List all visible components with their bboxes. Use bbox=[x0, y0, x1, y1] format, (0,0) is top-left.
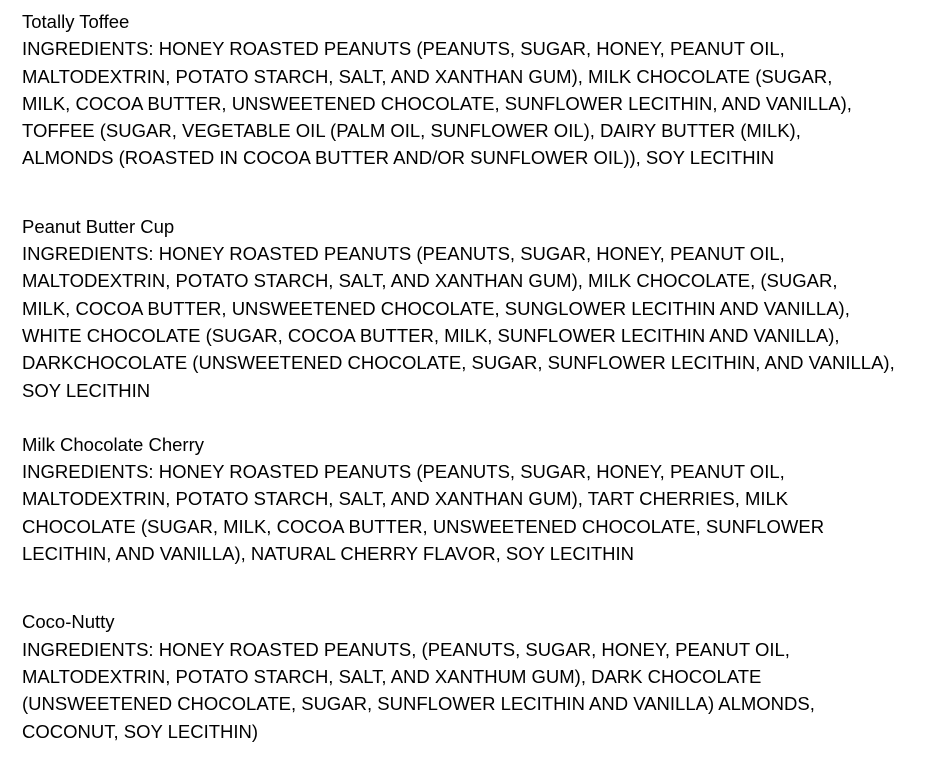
product-milk-chocolate-cherry bbox=[22, 431, 917, 567]
product-name: Coco-Nutty bbox=[22, 611, 115, 633]
product-totally-toffee bbox=[22, 8, 917, 172]
ingredient-line: INGREDIENTS: HONEY ROASTED PEANUTS (PEANUTS, SUGAR, HONEY, PEANUT OIL, bbox=[22, 243, 785, 265]
product-name: Peanut Butter Cup bbox=[22, 215, 175, 237]
product-coco-nutty bbox=[22, 608, 917, 744]
ingredient-line: LECITHIN, AND VANILLA), NATURAL CHERRY FLAVOR, SOY LECITHIN bbox=[22, 543, 635, 565]
ingredient-line: WHITE CHOCOLATE (SUGAR, COCOA BUTTER, MILK, SUNFLOWER LECITHIN AND VANILLA), bbox=[22, 324, 840, 346]
product-peanut-butter-cup bbox=[22, 213, 917, 404]
ingredient-line: INGREDIENTS: HONEY ROASTED PEANUTS (PEANUTS, SUGAR, HONEY, PEANUT OIL, bbox=[22, 38, 785, 60]
ingredient-line: INGREDIENTS: HONEY ROASTED PEANUTS (PEANUTS, SUGAR, HONEY, PEANUT OIL, bbox=[22, 461, 785, 483]
ingredient-line: MILK, COCOA BUTTER, UNSWEETENED CHOCOLATE, SUNGLOWER LECITHIN AND VANILLA), bbox=[22, 297, 850, 319]
product-name: Totally Toffee bbox=[22, 11, 130, 32]
ingredient-line: MALTODEXTRIN, POTATO STARCH, SALT, AND XANTHAN GUM), MILK CHOCOLATE, (SUGAR, bbox=[22, 270, 838, 292]
paragraph-spacer bbox=[22, 172, 917, 213]
ingredient-line: INGREDIENTS: HONEY ROASTED PEANUTS, (PEANUTS, SUGAR, HONEY, PEANUT OIL, bbox=[22, 638, 790, 660]
paragraph-spacer bbox=[22, 567, 917, 608]
ingredient-line: DARKCHOCOLATE (UNSWEETENED CHOCOLATE, SUGAR, SUNFLOWER LECITHIN, AND VANILLA), bbox=[22, 352, 895, 374]
product-name: Milk Chocolate Cherry bbox=[22, 433, 204, 455]
ingredient-line: MALTODEXTRIN, POTATO STARCH, SALT, AND XANTHAN GUM), TART CHERRIES, MILK bbox=[22, 488, 789, 510]
ingredient-line: SOY LECITHIN bbox=[22, 379, 151, 401]
ingredient-line: MALTODEXTRIN, POTATO STARCH, SALT, AND XANTHAN GUM), MILK CHOCOLATE (SUGAR, bbox=[22, 65, 833, 87]
document-body bbox=[22, 8, 917, 745]
ingredient-line: TOFFEE (SUGAR, VEGETABLE OIL (PALM OIL, SUNFLOWER OIL), DAIRY BUTTER (MILK), bbox=[22, 120, 801, 142]
ingredient-line: CHOCOLATE (SUGAR, MILK, COCOA BUTTER, UNSWEETENED CHOCOLATE, SUNFLOWER bbox=[22, 515, 825, 537]
ingredient-line: COCONUT, SOY LECITHIN) bbox=[22, 720, 259, 742]
ingredient-line: ALMONDS (ROASTED IN COCOA BUTTER AND/OR SUNFLOWER OIL)), SOY LECITHIN bbox=[22, 147, 775, 169]
paragraph-spacer bbox=[22, 404, 917, 431]
ingredient-line: MALTODEXTRIN, POTATO STARCH, SALT, AND XANTHUM GUM), DARK CHOCOLATE bbox=[22, 665, 762, 687]
ingredient-line: (UNSWEETENED CHOCOLATE, SUGAR, SUNFLOWER LECITHIN AND VANILLA) ALMONDS, bbox=[22, 693, 815, 715]
ingredient-line: MILK, COCOA BUTTER, UNSWEETENED CHOCOLATE, SUNFLOWER LECITHIN, AND VANILLA), bbox=[22, 92, 852, 114]
